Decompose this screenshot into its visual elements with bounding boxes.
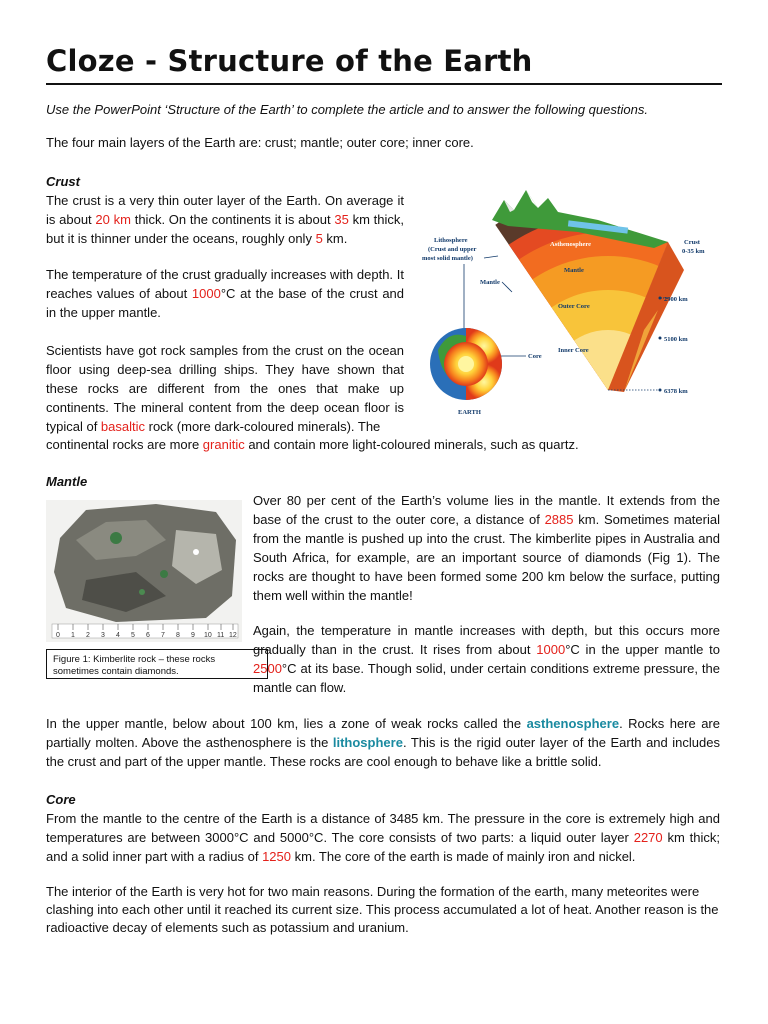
label-depth-2900: 2900 km <box>664 296 688 303</box>
mantle-heading: Mantle <box>46 474 88 489</box>
figure-1-caption: Figure 1: Kimberlite rock – these rocks sometimes contain diamonds. <box>46 649 268 679</box>
svg-text:0: 0 <box>56 632 60 639</box>
title-underline <box>46 83 722 85</box>
kimberlite-rock-photo <box>46 500 242 642</box>
asthenosphere-paragraph: In the upper mantle, below about 100 km, lies a zone of weak rocks called the asthenosphere. Rocks here are partially molten. Above the asthenosphere is the lithosphere. This is the rigid outer layer of the Earth and includes the crust and part of the upper mantle. These rocks are cool enough to behave like a brittle solid. <box>46 716 720 769</box>
core-heading: Core <box>46 792 76 807</box>
crust-heading: Crust <box>46 174 80 189</box>
mantle-paragraph-2: Again, the temperature in mantle increases with depth, but this occurs more gradually than in the crust. It rises from about 1000°C in the upper mantle to 2500°C at its base. Though solid, under certain conditions extreme pressure, the mantle can flow. <box>253 623 720 695</box>
label-inner-core: Inner Core <box>558 347 589 354</box>
svg-text:9: 9 <box>191 632 195 639</box>
answer-crust-oceans: 5 <box>315 231 323 246</box>
term-asthenosphere: asthenosphere <box>526 716 620 731</box>
label-core: Core <box>528 353 542 360</box>
label-lithosphere-sub2: most solid mantle) <box>422 255 473 262</box>
label-asthenosphere: Asthenosphere <box>550 241 592 248</box>
label-lithosphere-sub1: (Crust and upper <box>428 246 477 253</box>
svg-text:6: 6 <box>146 632 150 639</box>
crust-paragraph-3-end: continental rocks are more granitic and contain more light-coloured minerals, such as quartz. <box>46 437 579 452</box>
answer-granitic: granitic <box>202 437 245 452</box>
answer-basaltic: basaltic <box>100 419 145 434</box>
svg-text:3: 3 <box>101 632 105 639</box>
label-depth-5100: 5100 km <box>664 336 688 343</box>
answer-outer-core-thickness: 2270 <box>633 830 663 845</box>
svg-text:10: 10 <box>204 632 212 639</box>
svg-text:2: 2 <box>86 632 90 639</box>
svg-text:11: 11 <box>217 632 225 639</box>
answer-inner-core-radius: 1250 <box>262 849 291 864</box>
svg-text:5: 5 <box>131 632 135 639</box>
crust-paragraph-3: Scientists have got rock samples from the crust on the ocean floor using deep-sea drilling ships. They have shown that these rocks are different from the ones that make up continents. The mineral content from the deep ocean floor is typical of basaltic rock (more dark-coloured minerals). The <box>46 343 404 434</box>
layers-sentence: The four main layers of the Earth are: crust; mantle; outer core; inner core. <box>46 135 474 150</box>
answer-crust-temperature: 1000 <box>191 286 221 301</box>
crust-paragraph-1: The crust is a very thin outer layer of the Earth. On average it is about 20 km thick. On the continents it is about 35 km thick, but it is thinner under the oceans, roughly only 5 km. <box>46 193 404 246</box>
label-outer-core: Outer Core <box>558 303 590 310</box>
intro-instruction: Use the PowerPoint ‘Structure of the Earth’ to complete the article and to answer the following questions. <box>46 102 648 117</box>
label-mantle: Mantle <box>564 267 584 274</box>
crust-paragraph-2: The temperature of the crust gradually increases with depth. It reaches values of about 1000°C at the base of the crust and in the upper mantle. <box>46 267 405 320</box>
svg-text:1: 1 <box>71 632 75 639</box>
mantle-paragraph-1: Over 80 per cent of the Earth’s volume lies in the mantle. It extends from the base of the crust to the outer core, a distance of 2885 km. Sometimes material from the mantle is pushed up into the crust. The kimberlite pipes in Australia and South Africa, for example, are an important source of diamonds (Fig 1). The rocks are thought to have been formed some 200 km below the surface, putting them well within the mantle! <box>253 493 720 603</box>
globe-cutaway <box>430 328 502 400</box>
core-paragraph-2: The interior of the Earth is very hot for two main reasons. During the formation of the earth, many meteorites were clashing into each other until it reached its current size. This process accumulated a lot of heat. Another reason is the radioactive decay of elements such as potassium and uranium. <box>46 884 719 935</box>
label-crust-depth: 0-35 km <box>682 248 705 255</box>
label-mantle-side: Mantle <box>480 279 500 286</box>
label-crust: Crust <box>684 239 700 246</box>
label-earth: EARTH <box>458 409 481 416</box>
answer-crust-average: 20 km <box>95 212 131 227</box>
answer-mantle-temp-base: 2500 <box>253 661 282 676</box>
answer-mantle-thickness: 2885 <box>544 512 574 527</box>
page-title: Cloze - Structure of the Earth <box>46 44 533 78</box>
label-depth-6378: 6378 km <box>664 388 688 395</box>
answer-mantle-temp-upper: 1000 <box>536 642 566 657</box>
svg-text:12: 12 <box>229 632 237 639</box>
label-lithosphere: Lithosphere <box>434 237 468 244</box>
svg-text:8: 8 <box>176 632 180 639</box>
term-lithosphere: lithosphere <box>332 735 403 750</box>
core-paragraph-1: From the mantle to the centre of the Earth is a distance of 3485 km. The pressure in the core is extremely high and temperatures are between 3000°C and 5000°C. The core consists of two parts: a liquid outer layer 2270 km thick; and a solid inner part with a radius of 1250 km. The core of the earth is made of mainly iron and nickel. <box>46 811 720 864</box>
svg-text:7: 7 <box>161 632 165 639</box>
answer-crust-continents: 35 <box>334 212 349 227</box>
earth-structure-diagram <box>418 180 724 420</box>
svg-text:4: 4 <box>116 632 120 639</box>
